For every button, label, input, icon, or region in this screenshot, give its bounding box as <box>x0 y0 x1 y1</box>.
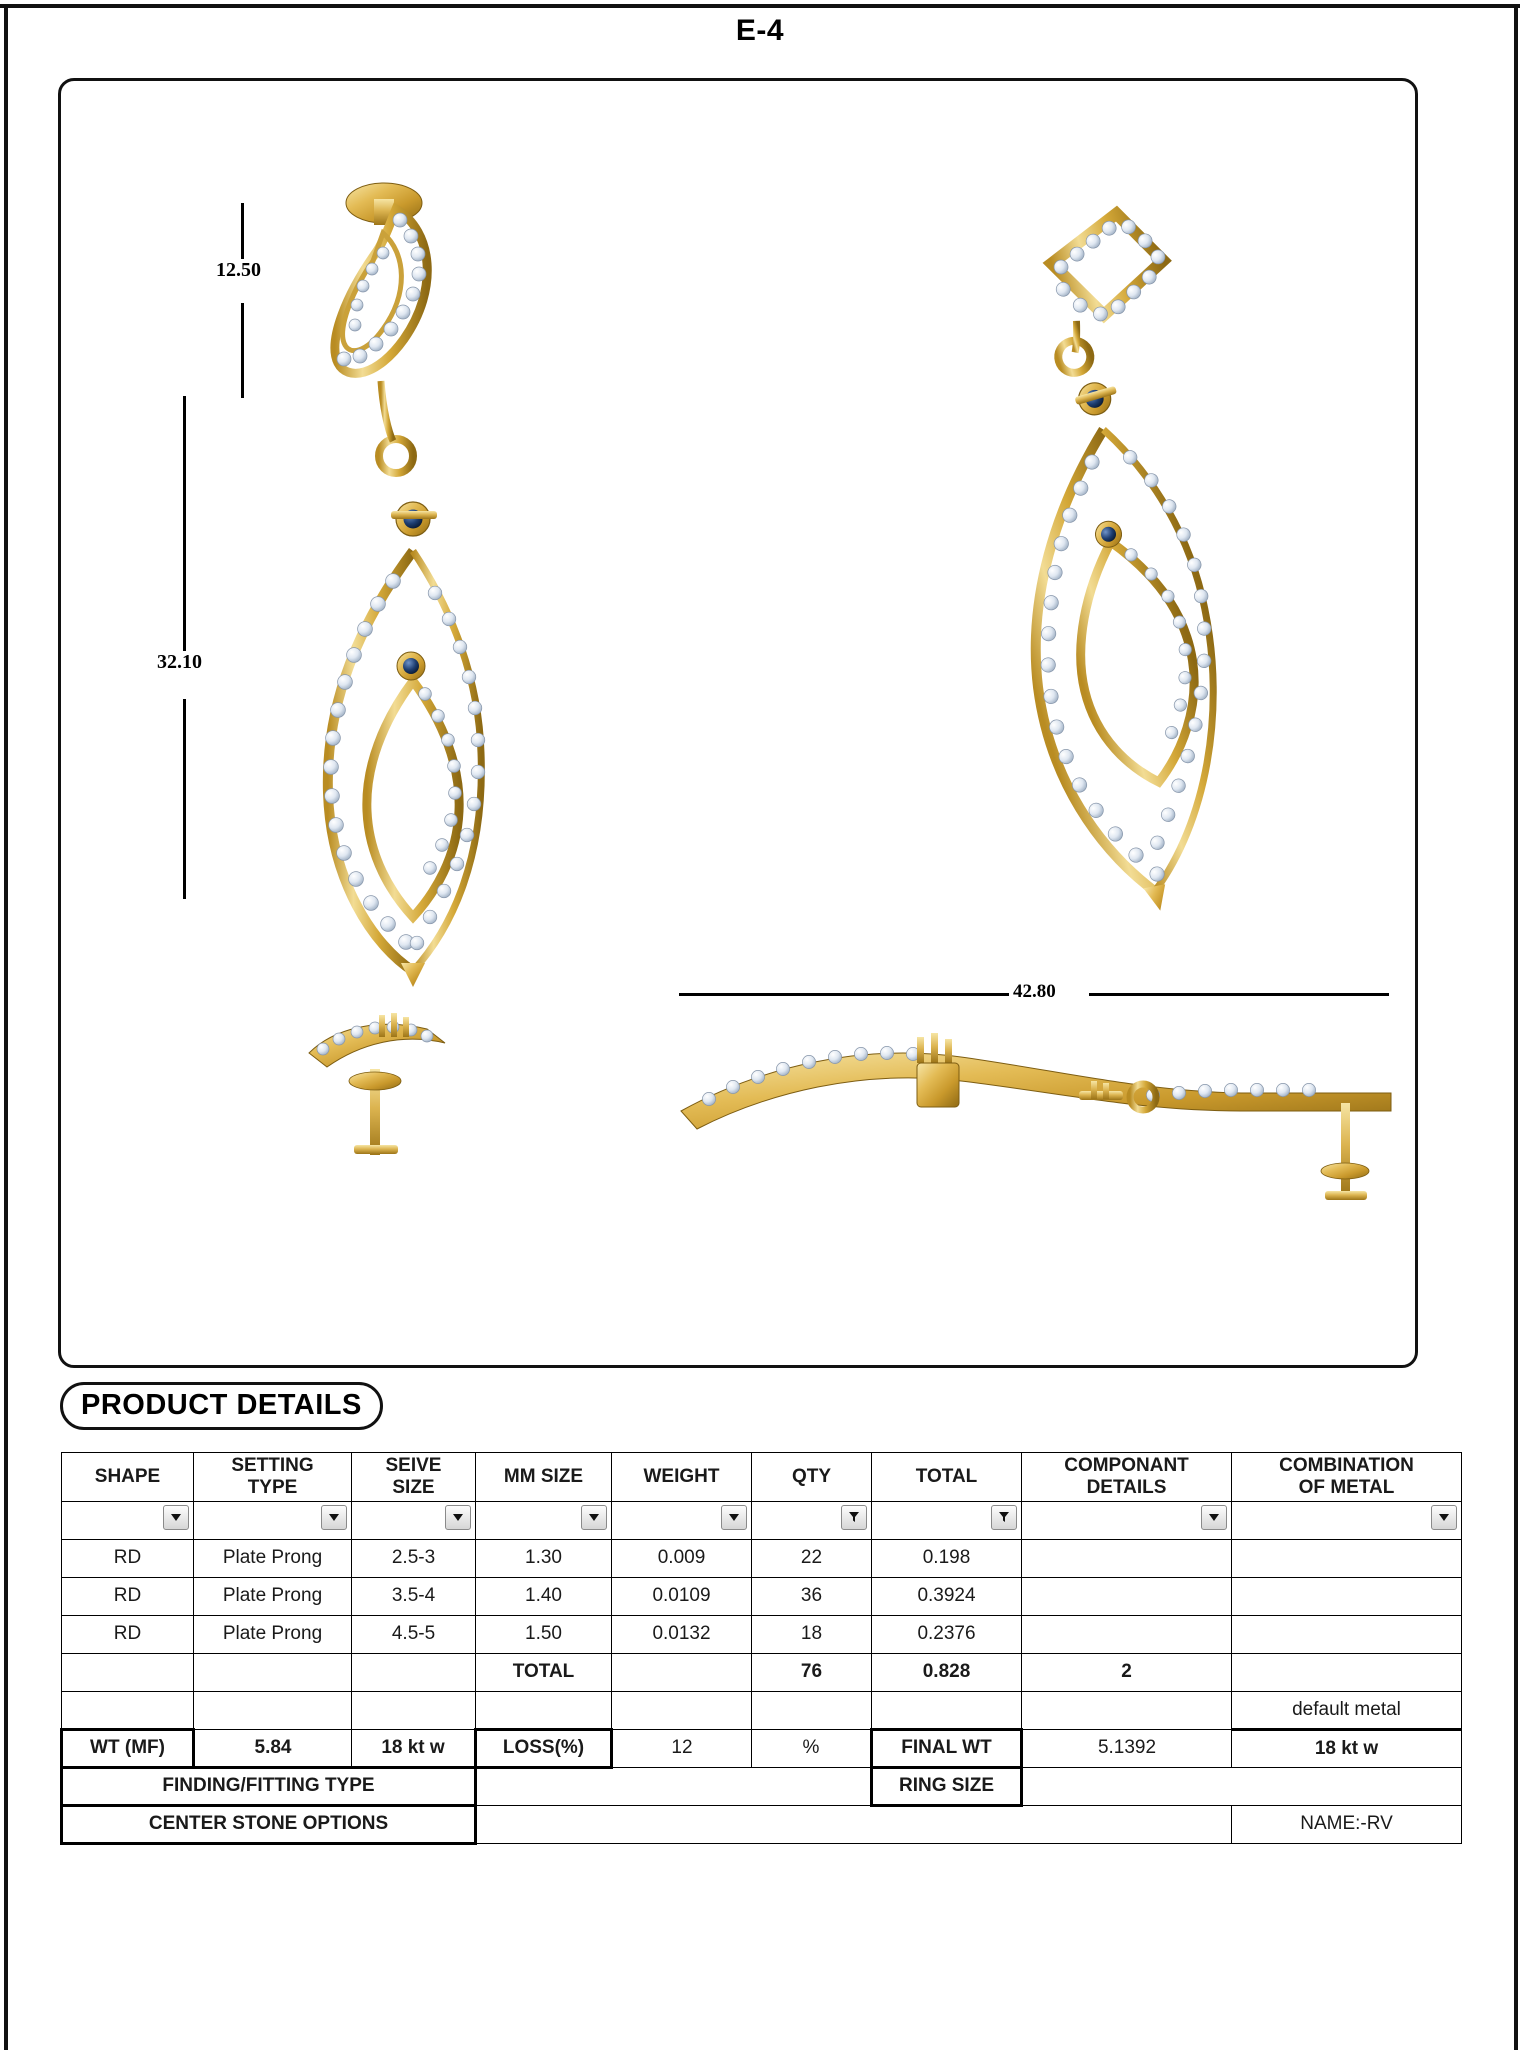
table-header-row <box>62 1453 1462 1502</box>
col-header-shape <box>62 1453 194 1502</box>
col-header-setting-type <box>194 1453 352 1502</box>
drawing-viewport <box>58 78 1418 1368</box>
col-header-setting-type-line1: SETTING <box>231 1455 314 1476</box>
total-cell-setting-type <box>194 1653 352 1691</box>
cell-componant-details <box>1022 1539 1232 1577</box>
finding-fitting-row <box>62 1767 1462 1805</box>
col-header-seive-size <box>352 1453 476 1502</box>
col-header-setting-type-line2: TYPE <box>247 1476 298 1498</box>
dimension-tick-12-50-top <box>241 203 244 263</box>
col-header-combination-of-metal <box>1232 1453 1462 1502</box>
filter-dropdown-icon-shape[interactable] <box>163 1505 189 1530</box>
filter-cell-total[interactable] <box>872 1501 1022 1539</box>
table-total-row <box>62 1653 1462 1691</box>
page-top-border <box>0 4 1520 8</box>
col-header-qty <box>752 1453 872 1502</box>
cell-combination-of-metal <box>1232 1539 1462 1577</box>
ring-size-label: RING SIZE <box>872 1767 1022 1805</box>
filter-cell-weight[interactable] <box>612 1501 752 1539</box>
filter-cell-shape[interactable] <box>62 1501 194 1539</box>
cell-seive-size: 4.5-5 <box>352 1615 476 1653</box>
pave-main-right <box>410 586 485 950</box>
default-metal-blank-8 <box>1022 1691 1232 1729</box>
cell-componant-details <box>1022 1577 1232 1615</box>
dimension-line-42-80-right <box>1089 993 1389 996</box>
col-header-qty-line1: QTY <box>791 1465 832 1487</box>
loss-percent-value: 12 <box>612 1729 752 1767</box>
designer-name-label: NAME:-RV <box>1232 1805 1462 1843</box>
total-cell-weight <box>612 1653 752 1691</box>
cell-total: 0.3924 <box>872 1577 1022 1615</box>
col-header-total-line1: TOTAL <box>915 1465 978 1487</box>
center-stone-options-label: CENTER STONE OPTIONS <box>62 1805 476 1843</box>
loss-percent-unit: % <box>752 1729 872 1767</box>
col-header-mm-size <box>476 1453 612 1502</box>
default-metal-blank-7 <box>872 1691 1022 1729</box>
cell-combination-of-metal <box>1232 1615 1462 1653</box>
wt-mf-value: 5.84 <box>194 1729 352 1767</box>
default-metal-value: default metal <box>1232 1691 1462 1729</box>
col-header-componant-details-line1: COMPONANT <box>1064 1455 1189 1476</box>
col-header-weight <box>612 1453 752 1502</box>
total-row-total: 0.828 <box>872 1653 1022 1691</box>
cell-weight: 0.0109 <box>612 1577 752 1615</box>
default-metal-blank-6 <box>752 1691 872 1729</box>
perspective-view <box>915 204 1338 927</box>
jewelry-render-stage <box>61 81 1415 1365</box>
filter-cell-componant-details[interactable] <box>1022 1501 1232 1539</box>
cell-shape: RD <box>62 1615 194 1653</box>
cell-combination-of-metal <box>1232 1577 1462 1615</box>
cell-total: 0.2376 <box>872 1615 1022 1653</box>
cell-setting-type: Plate Prong <box>194 1615 352 1653</box>
cell-qty: 18 <box>752 1615 872 1653</box>
loss-percent-label: LOSS(%) <box>476 1729 612 1767</box>
final-metal-value: 18 kt w <box>1232 1729 1462 1767</box>
cell-componant-details <box>1022 1615 1232 1653</box>
cell-mm-size: 1.30 <box>476 1539 612 1577</box>
dimension-label-32-10: 32.10 <box>154 651 205 674</box>
side-view-wide <box>681 1033 1391 1200</box>
col-header-seive-size-line1: SEIVE <box>385 1455 442 1476</box>
cell-qty: 22 <box>752 1539 872 1577</box>
default-metal-blank-3 <box>352 1691 476 1729</box>
filter-dropdown-icon-componant-details[interactable] <box>1201 1505 1227 1530</box>
col-header-combination-of-metal-line1: COMBINATION <box>1279 1455 1414 1476</box>
front-view <box>324 183 485 987</box>
total-row-qty: 76 <box>752 1653 872 1691</box>
table-row <box>62 1539 1462 1577</box>
page-title: E-4 <box>735 14 785 47</box>
total-cell-shape <box>62 1653 194 1691</box>
weight-row <box>62 1729 1462 1767</box>
filter-dropdown-icon-setting-type[interactable] <box>321 1505 347 1530</box>
earring-technical-illustration <box>61 81 1415 1365</box>
default-metal-blank-1 <box>62 1691 194 1729</box>
final-wt-value: 5.1392 <box>1022 1729 1232 1767</box>
center-stone-row <box>62 1805 1462 1843</box>
cell-shape: RD <box>62 1577 194 1615</box>
finding-fitting-label: FINDING/FITTING TYPE <box>62 1767 476 1805</box>
filter-dropdown-icon-seive-size[interactable] <box>445 1505 471 1530</box>
total-row-label: TOTAL <box>476 1653 612 1691</box>
filter-dropdown-icon-mm-size[interactable] <box>581 1505 607 1530</box>
cell-shape: RD <box>62 1539 194 1577</box>
table-row <box>62 1577 1462 1615</box>
center-stone-options-value-field[interactable] <box>476 1805 1232 1843</box>
filter-applied-icon-total[interactable] <box>991 1505 1017 1530</box>
col-header-combination-of-metal-line2: OF METAL <box>1298 1476 1395 1498</box>
cell-seive-size: 3.5-4 <box>352 1577 476 1615</box>
table-filter-row <box>62 1501 1462 1539</box>
filter-cell-qty[interactable] <box>752 1501 872 1539</box>
dimension-tick-12-50-bottom <box>241 303 244 398</box>
col-header-total <box>872 1453 1022 1502</box>
total-cell-seive-size <box>352 1653 476 1691</box>
filter-cell-mm-size[interactable] <box>476 1501 612 1539</box>
cell-weight: 0.009 <box>612 1539 752 1577</box>
dimension-label-12-50: 12.50 <box>213 259 264 282</box>
col-header-shape-line1: SHAPE <box>94 1465 161 1487</box>
dimension-label-42-80: 42.80 <box>1009 981 1060 1003</box>
wt-mf-metal: 18 kt w <box>352 1729 476 1767</box>
col-header-seive-size-line2: SIZE <box>392 1476 435 1498</box>
finding-fitting-value-field[interactable] <box>476 1767 872 1805</box>
filter-cell-seive-size[interactable] <box>352 1501 476 1539</box>
col-header-weight-line1: WEIGHT <box>643 1465 720 1487</box>
final-wt-label: FINAL WT <box>872 1729 1022 1767</box>
product-details-heading: PRODUCT DETAILS <box>60 1382 383 1430</box>
total-row-componant-details: 2 <box>1022 1653 1232 1691</box>
total-cell-combination-of-metal <box>1232 1653 1462 1691</box>
filter-cell-combination-of-metal[interactable] <box>1232 1501 1462 1539</box>
cell-qty: 36 <box>752 1577 872 1615</box>
side-view-small <box>309 1013 445 1155</box>
col-header-componant-details <box>1022 1453 1232 1502</box>
product-details-table-wrap <box>60 1452 1460 1845</box>
cell-total: 0.198 <box>872 1539 1022 1577</box>
dimension-tick-32-10-bottom <box>183 699 186 899</box>
filter-applied-icon-qty[interactable] <box>841 1505 867 1530</box>
cell-setting-type: Plate Prong <box>194 1577 352 1615</box>
default-metal-blank-2 <box>194 1691 352 1729</box>
table-row <box>62 1615 1462 1653</box>
wt-mf-label: WT (MF) <box>62 1729 194 1767</box>
cell-setting-type: Plate Prong <box>194 1539 352 1577</box>
dimension-tick-32-10-top <box>183 396 186 654</box>
filter-cell-setting-type[interactable] <box>194 1501 352 1539</box>
default-metal-row <box>62 1691 1462 1729</box>
page-right-border <box>1514 4 1518 2050</box>
ring-size-value-field[interactable] <box>1022 1767 1462 1805</box>
col-header-componant-details-line2: DETAILS <box>1086 1476 1167 1498</box>
filter-dropdown-icon-weight[interactable] <box>721 1505 747 1530</box>
filter-dropdown-icon-combination-of-metal[interactable] <box>1431 1505 1457 1530</box>
col-header-mm-size-line1: MM SIZE <box>503 1465 584 1487</box>
cell-mm-size: 1.50 <box>476 1615 612 1653</box>
cell-mm-size: 1.40 <box>476 1577 612 1615</box>
page-left-border <box>4 4 8 2050</box>
cell-seive-size: 2.5-3 <box>352 1539 476 1577</box>
default-metal-blank-4 <box>476 1691 612 1729</box>
cell-weight: 0.0132 <box>612 1615 752 1653</box>
default-metal-blank-5 <box>612 1691 752 1729</box>
product-details-table <box>60 1452 1462 1845</box>
dimension-line-42-80-left <box>679 993 1009 996</box>
